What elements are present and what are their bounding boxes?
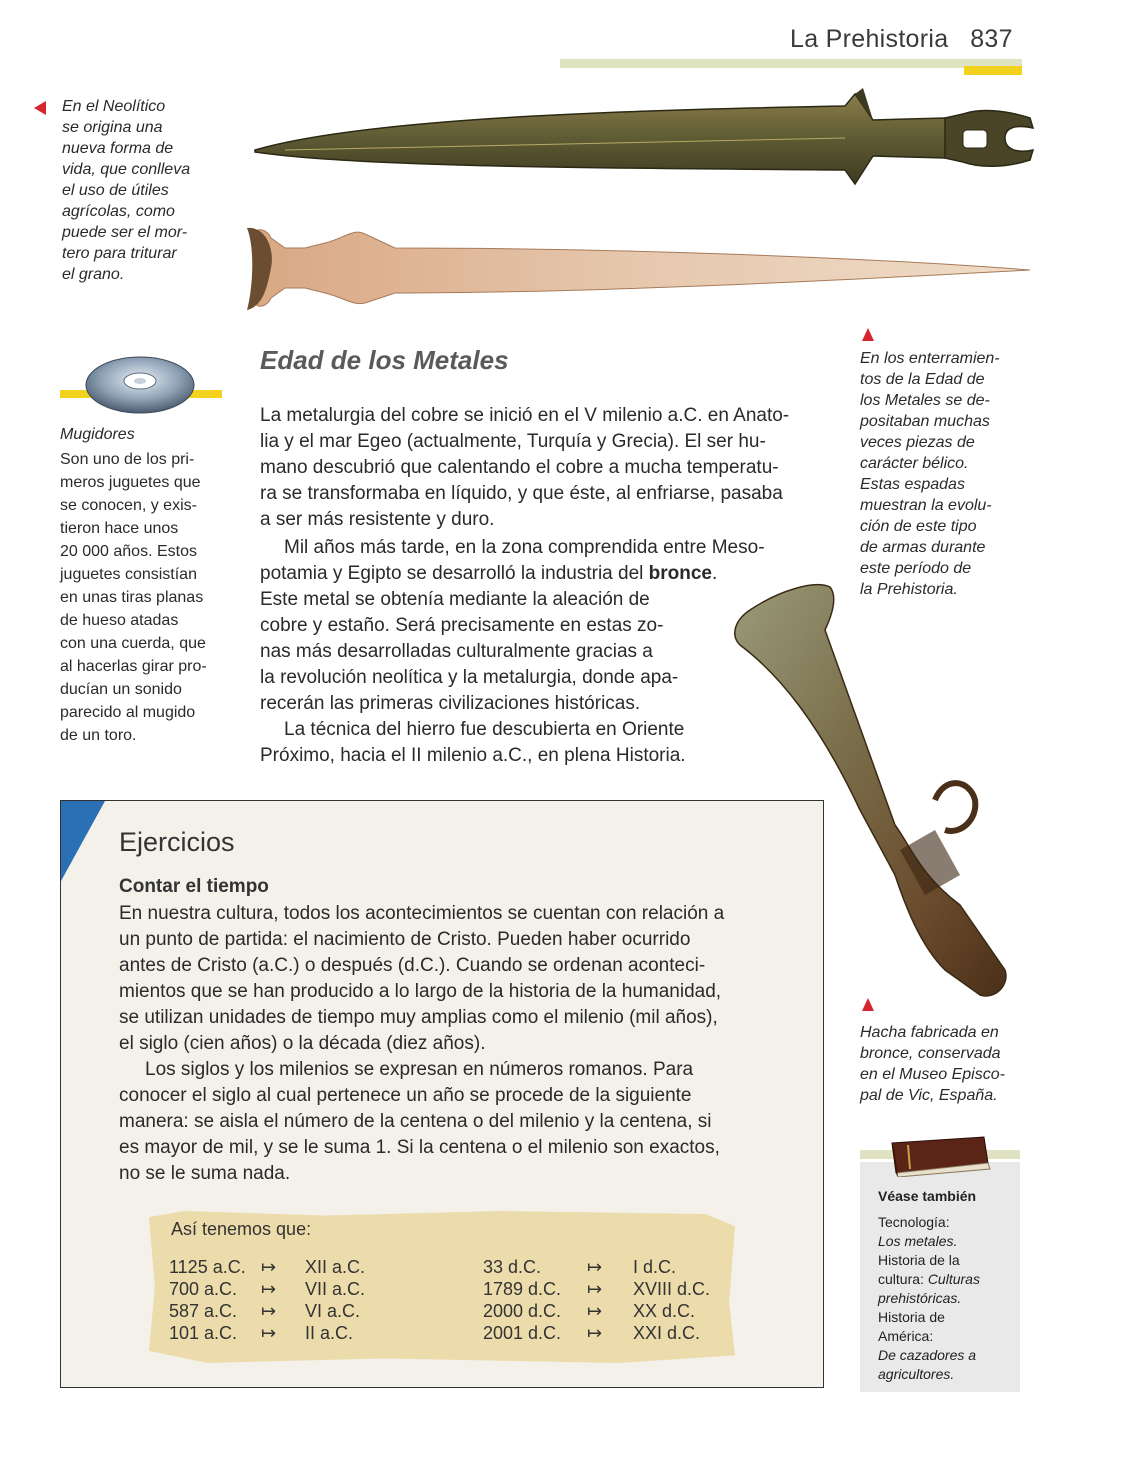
exercise-title: Ejercicios [119, 827, 235, 857]
see-also-link[interactable]: Los metales. [878, 1233, 958, 1249]
section-name: La Prehistoria [790, 25, 949, 53]
pointer-up-icon [862, 328, 874, 341]
book-icon [888, 1133, 992, 1177]
pointer-up-icon [862, 998, 874, 1011]
maps-to-icon: ↦ [261, 1301, 277, 1321]
maps-to-icon: ↦ [261, 1257, 277, 1277]
see-also-link[interactable]: prehistóricas. [878, 1290, 962, 1306]
header-rule [560, 59, 1022, 68]
paragraph-1: La metalurgia del cobre se inició en el V milenio a.C. en Anato- lia y el mar Egeo (actualmente, Turquía y Grecia). El ser hu- mano descubrió que calentando el cobre a mucha temperatu- ra se transformaba en líquido, y que éste, al enfriarse, pasaba a ser más resistente y duro. [260, 405, 790, 530]
see-also-link[interactable]: Culturas [927, 1271, 980, 1287]
pointer-left-icon [34, 101, 46, 115]
maps-to-icon: ↦ [261, 1323, 277, 1343]
maps-to-icon: ↦ [587, 1301, 603, 1321]
see-also-title: Véase también [878, 1188, 977, 1204]
maps-to-icon: ↦ [261, 1279, 277, 1299]
caption-swords: En los enterramien- tos de la Edad de los Metales se de- positaban muchas veces piezas de carácter bélico. Estas espadas muestran la evolu- ción de este tipo de armas durante este período de la Prehistoria. [860, 350, 1000, 598]
caption-neolithic: En el Neolítico se origina una nueva forma de vida, que conlleva el uso de útiles agrícolas, como puede ser el mor- tero para triturar el grano. [62, 98, 191, 283]
exercise-box: Ejercicios Contar el tiempo En nuestra cultura, todos los acontecimientos se cuentan con relación a un punto de partida: el nacimiento de Cristo. Pueden haber ocurrido antes de Cristo (a.C.) o después (d.C.). Cuando se ordenan aconteci- mientos que se han producido a lo largo de la historia de la humanidad, se utilizan unidades de tiempo muy amplias como el milenio (mil años), el siglo (cien años) o la década (diez años). Los siglos y los milenios se expresan en números romanos. Para conocer el siglo al cual pertenece un año se procede de la siguiente manera: se aisla el número de la centena o del milenio y la centena, si es mayor de mil, y se le suma 1. Si la centena o el milenio son exactos, no se le suma nada. Así tenemos que: 1125 a.C. ↦ XII a.C. 700 a.C. ↦ VII a.C. 587 a.C. ↦ VI a.C. 101 a.C. ↦ II a.C. 33 d.C. ↦ I d.C. 1789 d.C. ↦ XVIII d.C. 2000 d.C. ↦ XX d.C. 2001 d.C. ↦ XXI d.C. [60, 800, 824, 1388]
maps-to-icon: ↦ [587, 1323, 603, 1343]
paragraph-3: La técnica del hierro fue descubierta en Oriente Próximo, hacia el II milenio a.C., en plena Historia. [260, 719, 686, 766]
bronze-swords-image [245, 88, 1035, 313]
see-also-link[interactable]: De cazadores a [878, 1347, 977, 1363]
exercise-corner-accent [61, 801, 105, 881]
conversion-table-title: Así tenemos que: [171, 1219, 312, 1239]
caption-axe: Hacha fabricada en bronce, conservada en el Museo Episco- pal de Vic, España. [860, 1024, 1005, 1104]
see-also-links: Tecnología: Los metales. Historia de la cultura: Culturas prehistóricas. Historia de América: De cazadores a agricultores. [878, 1214, 980, 1382]
cd-disc-icon [84, 355, 196, 415]
exercise-paragraph-1: En nuestra cultura, todos los acontecimientos se cuentan con relación a un punto de partida: el nacimiento de Cristo. Pueden haber ocurrido antes de Cristo (a.C.) o después (d.C.). Cuando se ordenan aconteci- mientos que se han producido a lo largo de la historia de la humanidad, se utilizan unidades de tiempo muy amplias como el milenio (mil años), el siglo (cien años) o la década (diez años). [119, 903, 725, 1054]
paragraph-2-rest: Este metal se obtenía mediante la aleación de cobre y estaño. Será precisamente en estas zo- nas más desarrolladas culturalmente gracias a la revolución neolítica y la metalurgia, donde apa- recerán las primeras civilizaciones históricas. [260, 589, 679, 714]
bronze-term: bronce [648, 563, 713, 584]
header-accent [964, 66, 1022, 75]
page-number: 837 [970, 25, 1013, 53]
sidebar-title: Mugidores [60, 426, 135, 443]
maps-to-icon: ↦ [587, 1257, 603, 1277]
maps-to-icon: ↦ [587, 1279, 603, 1299]
exercise-paragraph-2: Los siglos y los milenios se expresan en números romanos. Para conocer el siglo al cual pertenece un año se procede de la siguiente manera: se aisla el número de la centena o del milenio y la centena, si es mayor de mil, y se le suma 1. Si la centena o el milenio son exactos, no se le suma nada. [119, 1059, 720, 1184]
section-title: Edad de los Metales [260, 345, 509, 375]
paragraph-2-start: Mil años más tarde, en la zona comprendida entre Meso- potamia y Egipto se desarrolló la industria del bronce. [260, 537, 765, 584]
running-header [790, 25, 1013, 54]
see-also-link[interactable]: agricultores. [878, 1366, 955, 1382]
sidebar-text: Son uno de los pri- meros juguetes que se conocen, y exis- tieron hace unos 20 000 años. Estos juguetes consistían en unas tiras planas de hueso atadas con una cuerda, que al hacerlas girar pro- ducían un sonido parecido al mugido de un toro. [60, 451, 207, 744]
exercise-subtitle: Contar el tiempo [119, 876, 269, 897]
